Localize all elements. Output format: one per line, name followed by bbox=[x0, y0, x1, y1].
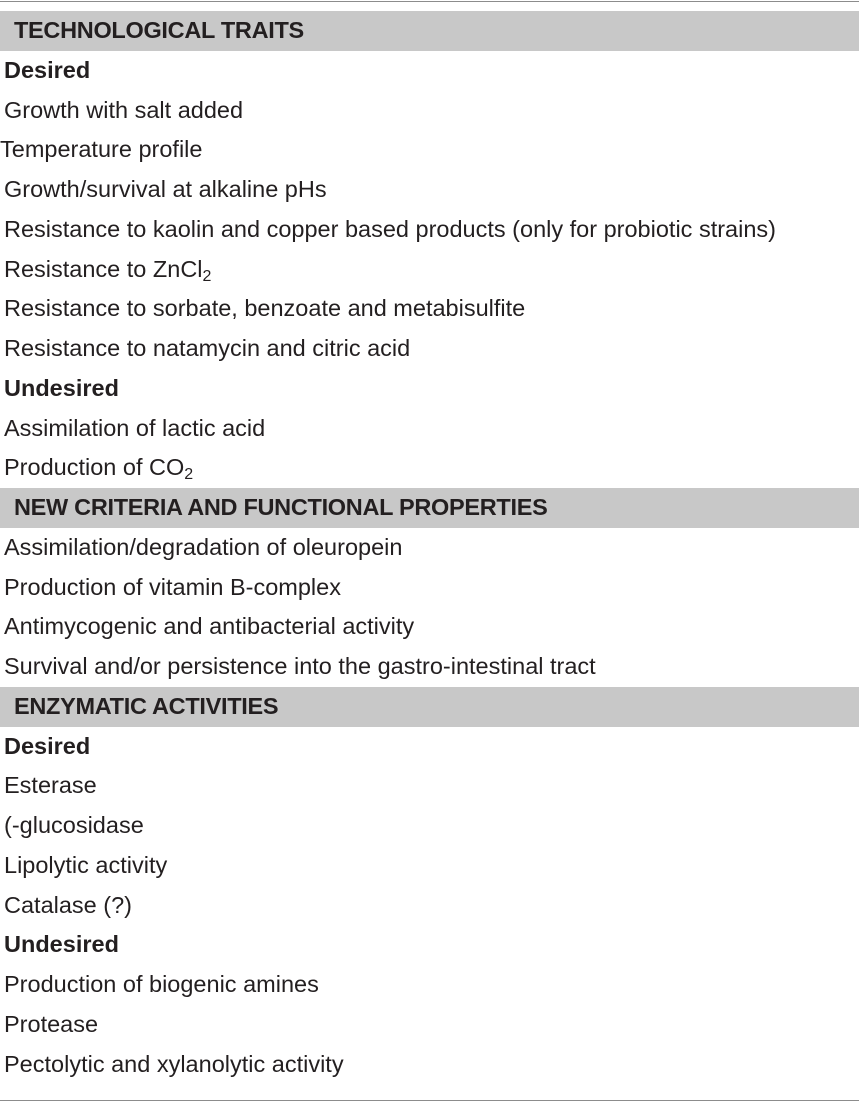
row-text: Production of CO bbox=[4, 454, 185, 481]
table-bottom-rule bbox=[0, 1100, 859, 1101]
subheading-undesired: Undesired bbox=[4, 374, 119, 401]
row-text: Resistance to ZnCl bbox=[4, 255, 203, 282]
table-row: Esterase bbox=[4, 772, 97, 799]
table-row: Pectolytic and xylanolytic activity bbox=[4, 1050, 344, 1077]
subscript: 2 bbox=[184, 466, 194, 484]
table-row: Production of vitamin B-complex bbox=[4, 573, 341, 600]
table-row: Lipolytic activity bbox=[4, 851, 168, 878]
table-top-rule bbox=[0, 1, 859, 2]
table-row: Survival and/or persistence into the gastro-intestinal tract bbox=[4, 653, 596, 679]
subheading-desired: Desired bbox=[4, 56, 91, 83]
table-row: Growth with salt added bbox=[4, 96, 244, 123]
table-row: Antimycogenic and antibacterial activity bbox=[4, 613, 415, 640]
table-row: Catalase (?) bbox=[4, 891, 132, 918]
section-header-new-criteria: NEW CRITERIA AND FUNCTIONAL PROPERTIES bbox=[0, 488, 859, 528]
table-row: Protease bbox=[4, 1010, 99, 1037]
table-row: Production of biogenic amines bbox=[4, 971, 319, 997]
table-row: Resistance to natamycin and citric acid bbox=[4, 335, 411, 361]
table-body bbox=[0, 11, 859, 1084]
subscript: 2 bbox=[202, 267, 212, 285]
table-row bbox=[0, 250, 859, 290]
table-row: Temperature profile bbox=[0, 136, 203, 163]
subheading-undesired: Undesired bbox=[4, 931, 119, 958]
table-row: Resistance to sorbate, benzoate and metabisulfite bbox=[4, 295, 526, 322]
section-header-enzymatic-activities: ENZYMATIC ACTIVITIES bbox=[0, 687, 859, 727]
table-row: Resistance to kaolin and copper based products (only for probiotic strains) bbox=[4, 215, 776, 242]
subheading-desired: Desired bbox=[4, 732, 91, 759]
table-row: (-glucosidase bbox=[4, 812, 144, 838]
table-row: Growth/survival at alkaline pHs bbox=[4, 176, 327, 202]
table-row: Assimilation of lactic acid bbox=[4, 414, 266, 441]
section-header-technological-traits: TECHNOLOGICAL TRAITS bbox=[0, 11, 859, 51]
table-row bbox=[0, 448, 859, 488]
table-row: Assimilation/degradation of oleuropein bbox=[4, 533, 403, 560]
